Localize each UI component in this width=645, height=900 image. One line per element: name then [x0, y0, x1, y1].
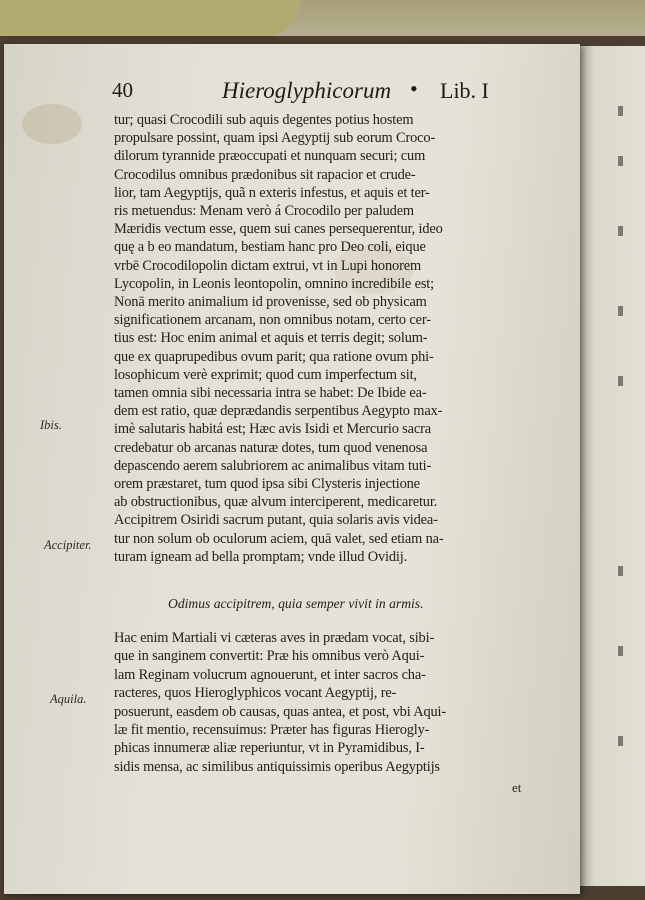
- text-line: imè salutaris habitá est; Hæc avis Isidi et Mercurio sacra: [114, 421, 431, 438]
- text-line: Hac enim Martiali vi cæteras aves in prædam vocat, sibi-: [114, 630, 435, 646]
- text-line: significationem arcanam, non omnibus notam, certo cer-: [114, 312, 431, 329]
- text-line: ris metuendus: Menam verò á Crocodilo per paludem: [114, 203, 414, 219]
- text-line: racteres, quos Hieroglyphicos vocant Aegyptij, re-: [114, 685, 397, 702]
- text-line: posuerunt, easdem ob causas, quas antea, et post, vbi Aqui-: [114, 703, 447, 720]
- text-line: orem præstaret, tum quod ipsa sibi Clysteris injectione: [114, 476, 420, 492]
- text-line: tamen omnia sibi necessaria intra se habet: De Ibide ea-: [114, 385, 427, 401]
- text-line: sidis mensa, ac similibus antiquissimis operibus Aegyptijs: [114, 758, 440, 775]
- text-line: phicas innumeræ aliæ reperiuntur, vt in Pyramidibus, I-: [114, 740, 425, 757]
- text-line: dilorum tyrannide præoccupati et nunquam securi; cum: [114, 148, 426, 165]
- catchword: et: [512, 780, 522, 795]
- text-line: credebatur ob arcanas naturæ dotes, tum quod venenosa: [114, 439, 428, 456]
- text-line: lior, tam Aegyptijs, quã n exteris infestus, et aquis et ter-: [114, 184, 430, 201]
- text-line: læ fit mentio, recensuimus: Præter has figuras Hierogly-: [114, 722, 430, 738]
- text-line: que ex quaprupedibus ovum parit; qua ratione ovum phi-: [114, 348, 434, 365]
- page-number: 40: [112, 78, 133, 102]
- text-line: turam igneam ad bella promptam; vnde illud Ovidij.: [114, 548, 408, 565]
- book-number: Lib. I: [440, 78, 489, 103]
- text-line: ab obstructionibus, quæ alvum interciperent, medicaretur.: [114, 494, 438, 511]
- text-line: dem est ratio, quæ deprædandis serpentibus Aegypto max-: [114, 403, 443, 420]
- text-line: propulsare possint, quam ipsi Aegyptij sub eorum Croco-: [114, 130, 436, 147]
- text-line: Lycopolin, in Leonis leontopolin, omnino incredibile est;: [114, 275, 434, 292]
- text-line: Accipitrem Osiridi sacrum putant, quia solaris avis videa-: [114, 512, 438, 529]
- margin-note-aquila: Aquila.: [50, 692, 87, 706]
- text-line: tur non solum ob oculorum aciem, quā valet, sed etiam na-: [114, 530, 444, 547]
- text-line: tius est: Hoc enim animal et aquis et terris degit; solum-: [114, 330, 428, 347]
- text-line: vrbē Crocodilopolin dictam extrui, vt in Lupi honorem: [114, 257, 421, 274]
- text-line: lam Reginam volucrum agnouerunt, et inter sacros cha-: [114, 666, 426, 683]
- text-line: Nonā merito animalium id provenisse, sed ob physicam: [114, 294, 427, 310]
- text-line: quę a b eo mandatum, bestiam hanc pro Deo coli, eique: [114, 239, 426, 256]
- text-line: que in sanginem convertit: Præ his omnibus verò Aqui-: [114, 648, 425, 665]
- text-line: losophicum verè exprimit; quod cum imperfectum sit,: [114, 366, 417, 383]
- text-line: tur; quasi Crocodili sub aquis degentes potius hostem: [114, 112, 414, 128]
- running-title: Hieroglyphicorum: [222, 78, 392, 103]
- margin-note-accipiter: Accipiter.: [44, 538, 92, 552]
- verse-quotation: Odimus accipitrem, quia semper vivit in armis.: [168, 596, 424, 611]
- margin-note-ibis: Ibis.: [40, 418, 62, 432]
- text-line: depascendo aerem salubriorem ac animalibus vitam tuti-: [114, 457, 432, 474]
- text-line: Crocodilus omnibus prædonibus sit rapacior et crude-: [114, 166, 416, 183]
- text-line: Mæridis vectum esse, quem sui canes persequerentur, ideo: [114, 221, 443, 238]
- header-separator: •: [410, 76, 418, 101]
